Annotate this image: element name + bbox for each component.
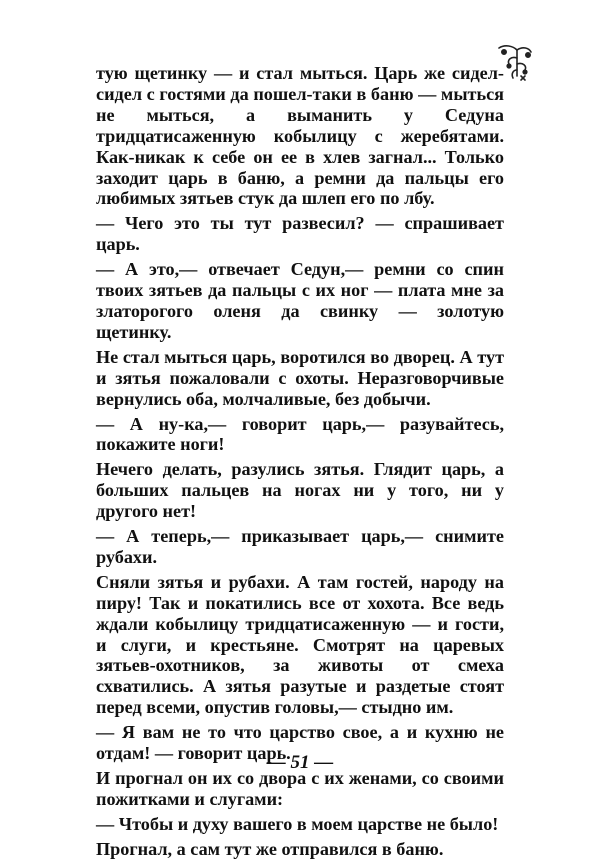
page-number: — 51 — xyxy=(266,752,334,773)
paragraph: — Чтобы и духу вашего в моем царстве не было! xyxy=(96,813,499,834)
paragraph: — Я вам не то что царство свое, а и кухню не отдам! — говорит царь. xyxy=(96,722,504,764)
paragraph: Не стал мыться царь, воротился во дворец. А тут и зятья пожаловали с охоты. Неразговорчивые вернулись оба, молчаливые, без добычи. xyxy=(96,346,504,409)
paragraph: — А ну-ка,— говорит царь,— разувайтесь, покажите ноги! xyxy=(96,413,504,455)
paragraph: — А теперь,— приказывает царь,— снимите рубахи. xyxy=(96,526,504,567)
story-text xyxy=(96,63,504,864)
paragraph: И прогнал он их со двора с их женами, со своими пожитками и слугами: xyxy=(96,768,504,809)
paragraph: тую щетинку — и стал мыться. Царь же сидел-сидел с гостями да пошел-таки в баню — мыться не мыться, а выманить у Седуна тридцатисаженную кобылицу с жеребятами. Как-никак к себе он ее в хлев загнал... Только заходит царь в баню, а ремни да пальцы его любимых зятьев стук да шлеп его по лбу. xyxy=(96,63,504,209)
paragraph: Прогнал, а сам тут же отправился в баню. xyxy=(96,838,444,859)
paragraph: — Чего это ты тут развесил? — спрашивает царь. xyxy=(96,213,504,255)
paragraph: Сняли зятья и рубахи. А там гостей, народу на пиру! Так и покатились все от хохота. Все ведь ждали кобылицу тридцатисаженную — и гости, и слуги, и крестьяне. Смотрят на царевых зятьев-охотников, за животы от смеха схватились. А зятья разутые и раздетые стоят перед всеми, опустив головы,— стыдно им. xyxy=(96,571,504,718)
paragraph: — А это,— отвечает Седун,— ремни со спин твоих зятьев да пальцы с их ног — плата мне за златорогого оленя да свинку — золотую щетинку. xyxy=(96,259,504,342)
paragraph: Нечего делать, разулись зятья. Глядит царь, а больших пальцев на ногах ни у того, ни у другого нет! xyxy=(96,459,504,522)
